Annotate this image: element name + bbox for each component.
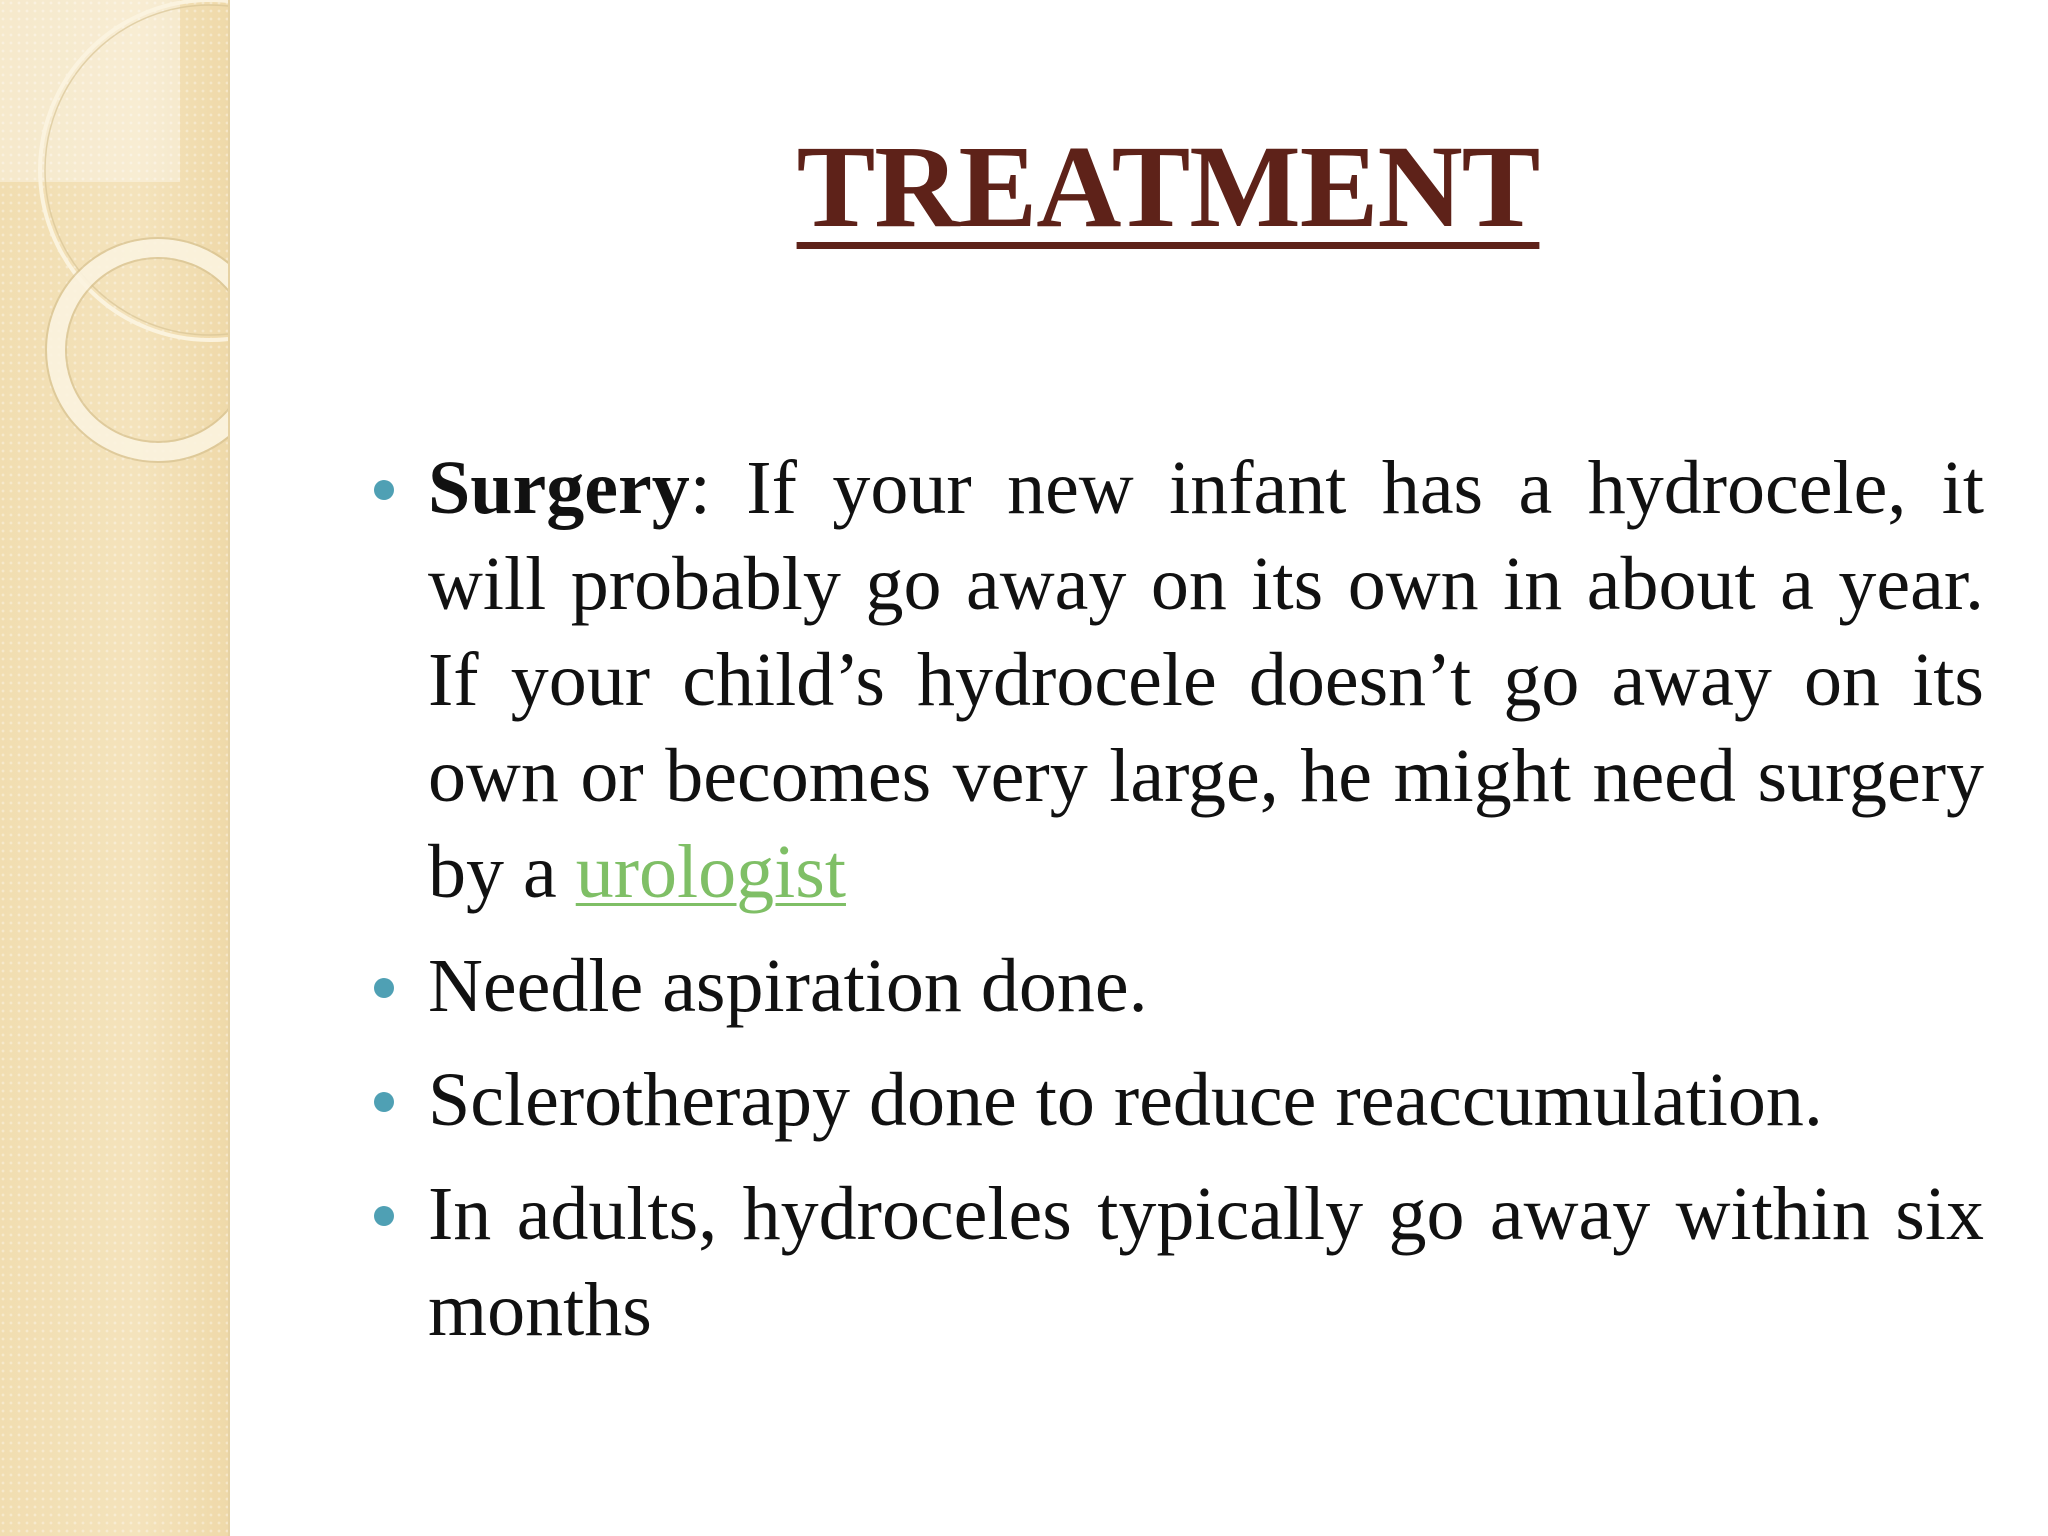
bullet-dot-icon (374, 978, 394, 998)
bullet-item-surgery (428, 440, 1984, 920)
bullet-dot-icon (374, 1092, 394, 1112)
bullet-item-needle-aspiration (428, 938, 1984, 1034)
bullet-item-sclerotherapy (428, 1052, 1984, 1148)
slide-title: TREATMENT (796, 121, 1540, 252)
bullet-item-adults (428, 1166, 1984, 1358)
bullet-text: Sclerotherapy done to reduce reaccumulation. (428, 1058, 1823, 1142)
bullet-list (428, 440, 1984, 1376)
slide-content (228, 0, 2048, 1536)
bullet-text: Needle aspiration done. (428, 944, 1148, 1028)
bullet-dot-icon (374, 1206, 394, 1226)
bullet-text: In adults, hydroceles typically go away within six months (428, 1172, 1984, 1352)
bullet-text: : If your new infant has a hydrocele, it will probably go away on its own in about a year. If your child’s hydrocele doesn’t go away on its own or becomes very large, he might need surgery by a (428, 446, 1984, 914)
decorative-side-band (0, 0, 230, 1536)
decorative-rings (0, 0, 228, 560)
urologist-link[interactable]: urologist (575, 830, 846, 914)
bullet-dot-icon (374, 480, 394, 500)
bullet-lead-text: Surgery (428, 446, 690, 530)
